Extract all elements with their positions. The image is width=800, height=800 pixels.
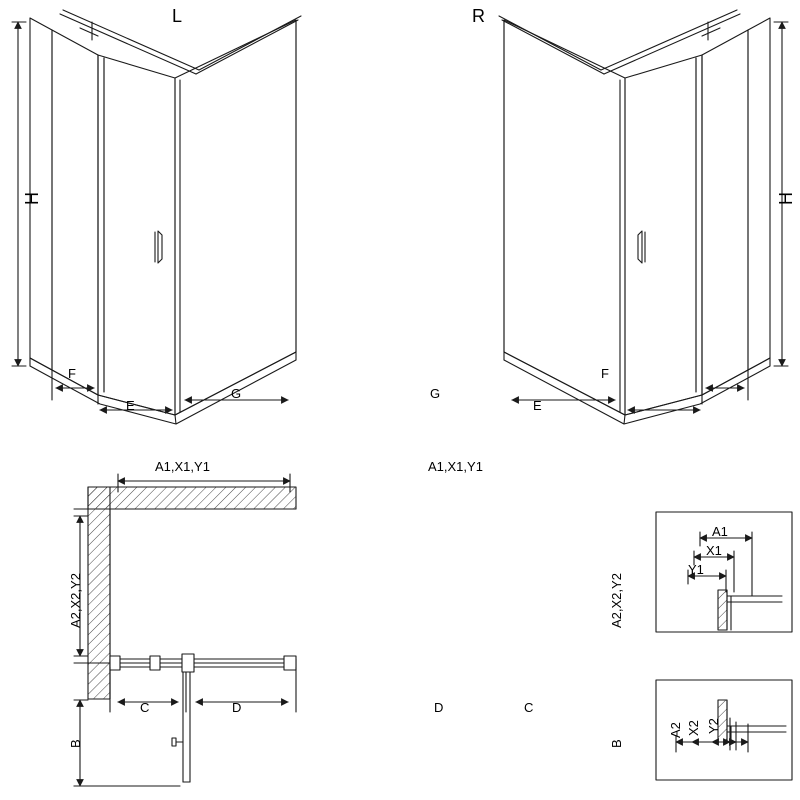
plan-right-side-dim: A2,X2,Y2: [609, 573, 624, 628]
iso-left-variant-label: L: [172, 6, 183, 26]
iso-right-variant-label: R: [472, 6, 485, 26]
plan-left-top-dim: A1,X1,Y1: [155, 459, 210, 474]
iso-right-label-e: E: [533, 398, 542, 413]
detail-top-label-a1: A1: [712, 524, 728, 539]
iso-left-label-f: F: [68, 366, 76, 381]
iso-left-label-g: G: [231, 386, 242, 401]
plan-right-dim-c: C: [524, 700, 534, 715]
iso-left-label-e: E: [126, 398, 135, 413]
iso-left-height-label: H: [22, 192, 42, 205]
iso-right-height-label: H: [776, 192, 796, 205]
iso-right-label-f: F: [601, 366, 609, 381]
plan-left-side-dim: A2,X2,Y2: [68, 573, 83, 628]
plan-view-left: [74, 474, 296, 786]
iso-view-right: [499, 10, 788, 424]
plan-right-top-dim: A1,X1,Y1: [428, 459, 483, 474]
detail-bottom-label-y2: Y2: [706, 718, 721, 734]
plan-right-dim-d: D: [434, 700, 444, 715]
plan-left-dim-d: D: [232, 700, 242, 715]
detail-top-label-x1: X1: [706, 543, 722, 558]
plan-left-swing-dim: B: [68, 739, 83, 748]
detail-bottom-label-a2: A2: [668, 722, 683, 738]
iso-right-label-g: G: [430, 386, 441, 401]
detail-bottom-label-x2: X2: [686, 720, 701, 736]
detail-top-label-y1: Y1: [688, 562, 704, 577]
iso-view-left: [12, 10, 301, 424]
plan-left-dim-c: C: [140, 700, 150, 715]
plan-right-swing-dim: B: [609, 739, 624, 748]
